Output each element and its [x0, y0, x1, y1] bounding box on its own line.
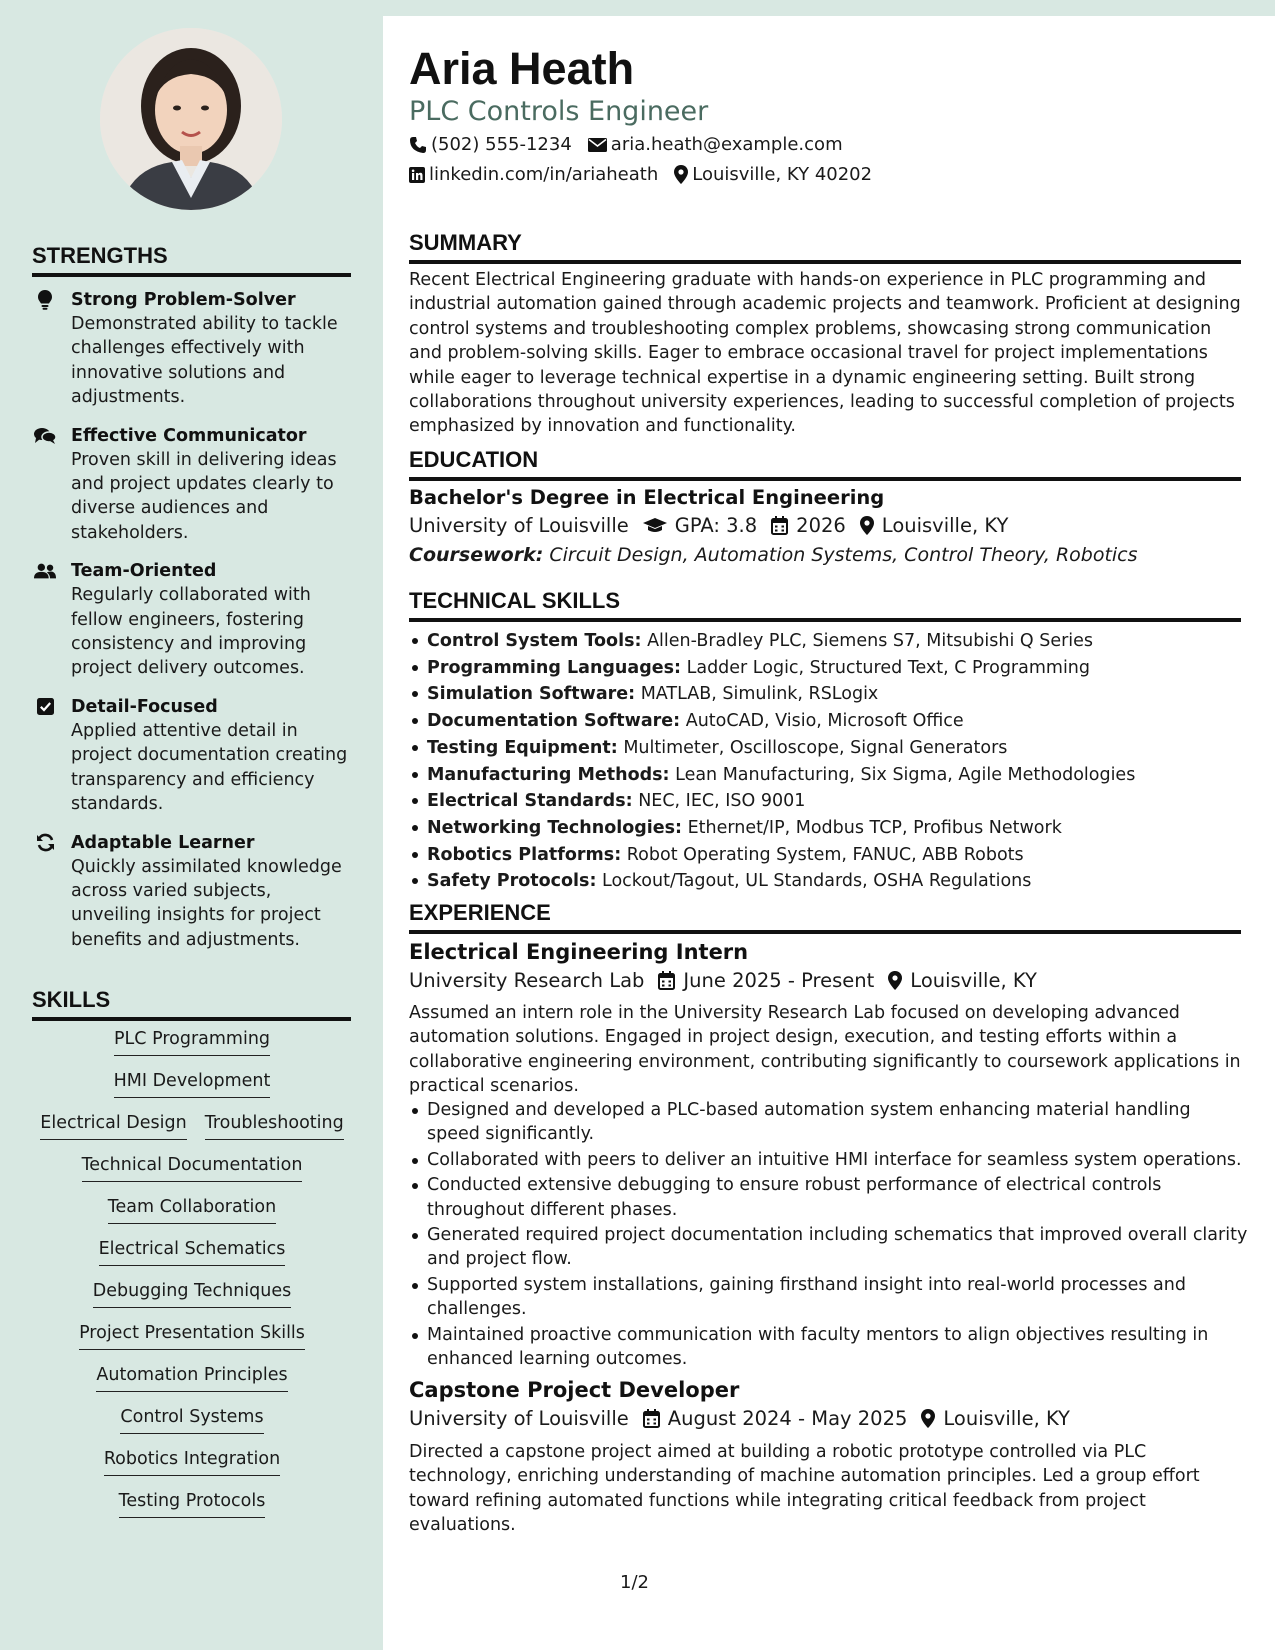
skill-category: Safety Protocols:: [427, 871, 597, 892]
education-location: [860, 514, 1009, 537]
skill-values: Allen-Bradley PLC, Siemens S7, Mitsubishi Q Series: [647, 631, 1094, 651]
skill-tag: Troubleshooting: [205, 1112, 344, 1140]
job-dates: [643, 1407, 908, 1430]
job-dates: [658, 969, 874, 992]
page-number: 1/2: [620, 1572, 649, 1593]
strength-title: Adaptable Learner: [71, 832, 255, 853]
skill-tag: Robotics Integration: [104, 1448, 280, 1476]
gpa-text: GPA: 3.8: [674, 514, 758, 537]
skill-tag: Technical Documentation: [82, 1154, 303, 1182]
job-bullet: Generated required project documentation including schematics that improved overall clarity and project flow.: [409, 1223, 1249, 1272]
skill-tag: Debugging Techniques: [93, 1280, 292, 1308]
job-location: [921, 1407, 1070, 1430]
job-description: Assumed an intern role in the University Research Lab focused on developing advanced automation solutions. Engaged in project design, execution, and testing efforts within a collaborative engineering environment, contributing significantly to coursework applications in practical scenarios.: [409, 1003, 1241, 1097]
summary-text: Recent Electrical Engineering graduate with hands-on experience in PLC programming and industrial automation gained through academic projects and teamwork. Proficient at designing control systems and troubleshooting complex problems, showcasing strong communication and problem-solving skills. Eager to embrace occasional travel for project implementations while eager to leverage technical expertise in a dynamic engineering setting. Built strong collaborations throughout university experiences, leading to successful completion of projects emphasized by innovation and functionality.: [409, 270, 1241, 437]
education-location-text: Louisville, KY: [881, 514, 1009, 537]
phone-icon: [409, 136, 427, 154]
skill-category: Control System Tools:: [427, 631, 642, 651]
job-bullets: [409, 1098, 1249, 1372]
skill-category: Testing Equipment:: [427, 737, 618, 758]
skill-values: AutoCAD, Visio, Microsoft Office: [685, 711, 964, 732]
technical-skill-item: [409, 868, 1249, 895]
skill-values: Multimeter, Oscilloscope, Signal Generators: [623, 737, 1008, 758]
job-meta: [409, 1407, 1084, 1430]
job-bullet: Supported system installations, gaining firsthand insight into real-world processes and challenges.: [409, 1273, 1249, 1322]
strength-item: [32, 424, 352, 546]
strength-title: Effective Communicator: [71, 425, 307, 446]
calendar-icon: [658, 971, 675, 990]
profile-photo: [100, 28, 282, 210]
skill-tag: HMI Development: [114, 1070, 271, 1098]
skill-values: MATLAB, Simulink, RSLogix: [640, 684, 879, 705]
linkedin-icon: [409, 167, 425, 183]
strength-title: Strong Problem-Solver: [71, 290, 296, 310]
strength-item: [32, 831, 352, 953]
technical-skill-item: [409, 681, 1249, 708]
skill-values: Robot Operating System, FANUC, ABB Robots: [626, 844, 1024, 865]
lightbulb-icon: [34, 289, 56, 311]
skill-category: Documentation Software:: [427, 711, 681, 732]
job-title: Electrical Engineering Intern: [409, 940, 749, 964]
technical-skill-item: [409, 735, 1249, 762]
education-heading: EDUCATION: [409, 447, 1241, 481]
skill-tag: Electrical Design: [40, 1112, 186, 1140]
skill-values: Lean Manufacturing, Six Sigma, Agile Methodologies: [675, 764, 1136, 785]
skill-tag: Control Systems: [120, 1406, 263, 1434]
job-bullet: Conducted extensive debugging to ensure robust performance of electrical controls throughout different phases.: [409, 1173, 1249, 1222]
technical-skills-list: [409, 628, 1249, 895]
strength-text: Demonstrated ability to tackle challenges effectively with innovative solutions and adjustments.: [71, 314, 338, 408]
job-dates-text: June 2025 - Present: [683, 969, 875, 992]
skill-tag: Team Collaboration: [108, 1196, 276, 1224]
job-bullet: Maintained proactive communication with faculty mentors to align objectives resulting in enhanced learning outcomes.: [409, 1323, 1249, 1372]
technical-skill-item: [409, 788, 1249, 815]
strength-item: [32, 288, 352, 410]
sidebar: [0, 0, 383, 1650]
calendar-icon: [643, 1409, 660, 1428]
map-pin-icon: [860, 516, 874, 535]
strength-text: Applied attentive detail in project documentation creating transparency and efficiency standards.: [71, 720, 348, 815]
job-org: [409, 969, 644, 992]
contact-row: [409, 164, 888, 185]
skill-category: Networking Technologies:: [427, 817, 683, 838]
job-bullet: Collaborated with peers to deliver an intuitive HMI interface for seamless system operations.: [409, 1148, 1249, 1172]
education-meta: [409, 514, 1022, 537]
technical-skill-item: [409, 708, 1249, 735]
skills-heading: SKILLS: [32, 987, 351, 1021]
skill-category: Simulation Software:: [427, 684, 636, 705]
email-text: aria.heath@example.com: [610, 134, 843, 155]
job-org: [409, 1407, 629, 1430]
job-org-text: University Research Lab: [409, 969, 645, 992]
phone-text: (502) 555-1234: [431, 134, 572, 155]
gpa-item: [643, 514, 757, 537]
skill-tag: Testing Protocols: [119, 1490, 266, 1518]
location-text: Louisville, KY 40202: [692, 164, 873, 185]
technical-skill-item: [409, 762, 1249, 789]
technical-skill-item: [409, 628, 1249, 655]
job-location-text: Louisville, KY: [910, 969, 1037, 992]
school-text: University of Louisville: [409, 514, 629, 537]
linkedin-contact: [409, 164, 658, 185]
skill-tag: Automation Principles: [96, 1364, 287, 1392]
skill-values: NEC, IEC, ISO 9001: [638, 791, 806, 812]
technical-skill-item: [409, 655, 1249, 682]
coursework-text: Circuit Design, Automation Systems, Control Theory, Robotics: [549, 544, 1138, 566]
coursework-line: [409, 544, 1138, 566]
skill-category: Electrical Standards:: [427, 791, 633, 812]
strength-text: Regularly collaborated with fellow engineers, fostering consistency and improving project delivery outcomes.: [71, 585, 311, 679]
skill-category: Robotics Platforms:: [427, 844, 622, 865]
job-org-text: University of Louisville: [409, 1407, 629, 1430]
job-dates-text: August 2024 - May 2025: [667, 1407, 908, 1430]
map-pin-icon: [921, 1409, 935, 1428]
contact-row: [409, 134, 859, 155]
skill-tag: Project Presentation Skills: [79, 1322, 305, 1350]
main-content: [383, 16, 1275, 1650]
strength-title: Detail-Focused: [71, 696, 218, 717]
skill-values: Lockout/Tagout, UL Standards, OSHA Regulations: [602, 871, 1032, 892]
year-text: 2026: [796, 514, 846, 537]
skill-tag: Electrical Schematics: [99, 1238, 286, 1266]
sync-icon: [34, 832, 56, 854]
strength-text: Proven skill in delivering ideas and project updates clearly to diverse audiences and stakeholders.: [71, 449, 337, 543]
strengths-heading: STRENGTHS: [32, 243, 351, 277]
job-location-text: Louisville, KY: [943, 1407, 1070, 1430]
job-title: Capstone Project Developer: [409, 1378, 740, 1402]
users-icon: [34, 560, 56, 582]
envelope-icon: [588, 138, 607, 152]
checkbox-icon: [34, 696, 56, 718]
strength-title: Team-Oriented: [71, 561, 217, 582]
strength-item: [32, 559, 352, 681]
skill-category: Manufacturing Methods:: [427, 764, 670, 785]
candidate-title: PLC Controls Engineer: [409, 96, 709, 127]
summary-heading: SUMMARY: [409, 230, 1241, 264]
skill-values: Ethernet/IP, Modbus TCP, Profibus Network: [687, 817, 1062, 838]
strength-text: Quickly assimilated knowledge across varied subjects, unveiling insights for project benefits and adjustments.: [71, 856, 342, 950]
school-name: [409, 514, 629, 537]
experience-heading: EXPERIENCE: [409, 900, 1241, 934]
skills-list: [32, 1028, 352, 1518]
degree-title: Bachelor's Degree in Electrical Engineering: [409, 486, 885, 509]
comments-icon: [34, 425, 56, 447]
email-contact: [588, 134, 843, 155]
skill-tag: PLC Programming: [114, 1028, 270, 1056]
phone-contact: [409, 134, 572, 155]
technical-skill-item: [409, 842, 1249, 869]
linkedin-text: linkedin.com/in/ariaheath: [429, 164, 659, 185]
map-pin-icon: [674, 165, 688, 184]
skill-category: Programming Languages:: [427, 657, 682, 678]
technical-skill-item: [409, 815, 1249, 842]
candidate-name: Aria Heath: [409, 43, 635, 94]
skill-values: Ladder Logic, Structured Text, C Programming: [686, 657, 1090, 678]
location-contact: [674, 164, 872, 185]
job-location: [888, 969, 1037, 992]
technical-skills-heading: TECHNICAL SKILLS: [409, 588, 1241, 622]
calendar-icon: [771, 516, 788, 535]
graduation-cap-icon: [643, 517, 667, 534]
strength-item: [32, 695, 352, 817]
map-pin-icon: [888, 971, 902, 990]
job-description: Directed a capstone project aimed at building a robotic prototype controlled via PLC technology, enriching understanding of machine automation principles. Led a group effort toward refining automated functions while integrating critical feedback from project evaluations.: [409, 1442, 1200, 1536]
strengths-list: [32, 288, 352, 966]
year-item: [771, 514, 846, 537]
job-meta: [409, 969, 1051, 992]
coursework-label: Coursework:: [409, 544, 544, 566]
job-bullet: Designed and developed a PLC-based automation system enhancing material handling speed significantly.: [409, 1098, 1249, 1147]
